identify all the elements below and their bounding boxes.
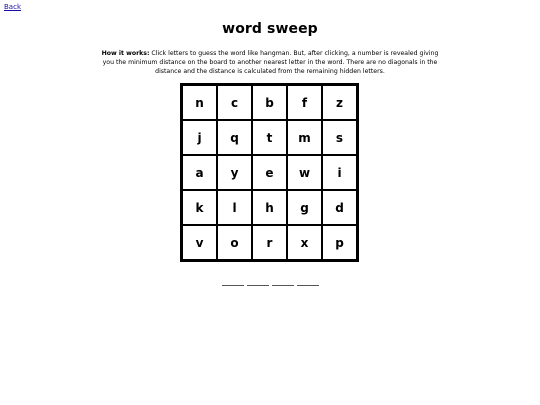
board-cell-t[interactable]: t [252,120,287,155]
letter-blank [272,285,294,286]
board-cell-q[interactable]: q [217,120,252,155]
board-cell-i[interactable]: i [322,155,357,190]
board-cell-k[interactable]: k [182,190,217,225]
word-blanks [0,285,540,286]
letter-blank [297,285,319,286]
back-link[interactable]: Back [4,3,21,11]
board-cell-w[interactable]: w [287,155,322,190]
board-cell-s[interactable]: s [322,120,357,155]
board-cell-o[interactable]: o [217,225,252,260]
board-cell-d[interactable]: d [322,190,357,225]
board-cell-c[interactable]: c [217,85,252,120]
board-cell-x[interactable]: x [287,225,322,260]
board-cell-e[interactable]: e [252,155,287,190]
board-cell-v[interactable]: v [182,225,217,260]
instructions [95,49,445,76]
letter-blank [222,285,244,286]
board-cell-a[interactable]: a [182,155,217,190]
board-cell-h[interactable]: h [252,190,287,225]
letter-board [180,83,359,262]
letter-blank [247,285,269,286]
instructions-label: How it works: [101,50,150,57]
board-cell-j[interactable]: j [182,120,217,155]
board-cell-n[interactable]: n [182,85,217,120]
board-cell-m[interactable]: m [287,120,322,155]
board-cell-y[interactable]: y [217,155,252,190]
page-title: word sweep [222,21,318,37]
board-cell-z[interactable]: z [322,85,357,120]
board-cell-g[interactable]: g [287,190,322,225]
board-cell-f[interactable]: f [287,85,322,120]
board-cell-l[interactable]: l [217,190,252,225]
board-cell-b[interactable]: b [252,85,287,120]
instructions-text: Click letters to guess the word like hangman. But, after clicking, a number is revealed giving you the minimum distance on the board to another nearest letter in the word. There are no diagonals in the distance and the distance is calculated from the remaining hidden letters. [102,50,439,75]
board-cell-r[interactable]: r [252,225,287,260]
board-cell-p[interactable]: p [322,225,357,260]
